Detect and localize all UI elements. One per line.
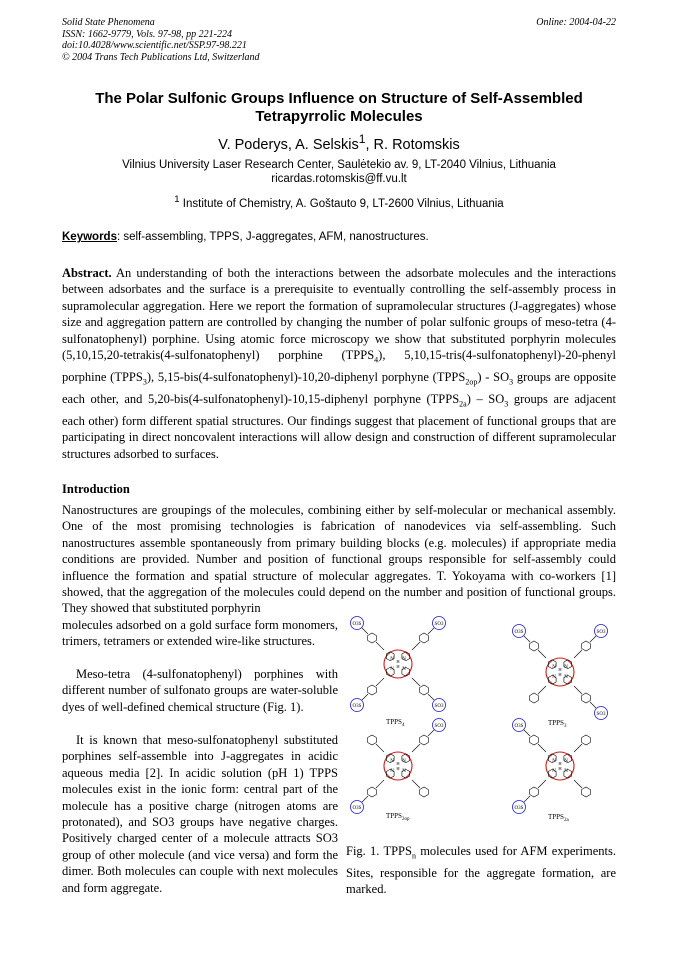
nitrogen-label: N xyxy=(402,769,406,774)
tpps2op-molecule xyxy=(351,719,446,814)
author-3: , R. Rotomskis xyxy=(365,136,460,153)
subscript: n xyxy=(411,851,416,861)
online-date: Online: 2004-04-22 xyxy=(536,17,616,28)
introduction-heading: Introduction xyxy=(62,482,130,496)
sulfonate-label: O3S xyxy=(514,724,524,729)
nitrogen-label: N xyxy=(564,675,568,680)
subscript: 3 xyxy=(504,399,509,409)
nitrogen-label: N xyxy=(552,675,556,680)
nitrogen-label: N xyxy=(402,667,406,672)
caption-text-1: Fig. 1. TPPS xyxy=(346,844,412,858)
sulfonate-label: SO3 xyxy=(434,622,444,627)
journal-name: Solid State Phenomena xyxy=(62,17,155,28)
abstract-text-6: ) – SO xyxy=(466,391,505,406)
figure-1-caption xyxy=(346,843,616,898)
abstract-text-5: groups are opposite each other, and 5,20-bis(4-sulfonatophenyl)-10,15-diphenyl porphyne (TPPS xyxy=(62,369,616,406)
abstract-text-2: ), 5,10,15-tris(4-sulfonatophenyl)-20-phenyl porphine (TPPS xyxy=(62,348,616,384)
nitrogen-label: N xyxy=(564,759,568,764)
nitrogen-label: N xyxy=(552,769,556,774)
sulfonate-label: O3S xyxy=(352,622,362,627)
keywords-label: Keywords xyxy=(62,231,117,243)
tpps4-molecule xyxy=(351,617,446,712)
subscript: 2op xyxy=(465,377,478,387)
abstract-label: Abstract. xyxy=(62,266,112,280)
abstract-text-4: ) - SO xyxy=(477,369,510,384)
author-2-affiliation-mark: 1 xyxy=(358,132,366,146)
abstract-text-3: ), 5,15-bis(4-sulfonatophenyl)-10,20-diphenyl porphyne (TPPS xyxy=(146,369,466,384)
nitrogen-label: N xyxy=(564,769,568,774)
keywords xyxy=(62,231,616,243)
hydrogen-label: H xyxy=(558,667,562,672)
tpps2a-molecule xyxy=(513,719,591,814)
paper-title: The Polar Sulfonic Groups Influence on Structure of Self-Assembled Tetrapyrrolic Molecules xyxy=(95,90,583,125)
nitrogen-label: N xyxy=(390,657,394,662)
subscript: 4 xyxy=(374,355,379,365)
hydrogen-label: H xyxy=(558,766,562,771)
abstract-text-7: groups are adjacent each other) form different spatial structures. Our findings suggest that placement of functional groups that are participating in direct noncovalent interactions will allow design and construction of different supramolecular structures adsorbed to surfaces. xyxy=(62,391,616,461)
introduction-paragraph-3: Meso-tetra (4-sulfonatophenyl) porphines with different number of sulfonato groups are water-soluble dyes of well-defined chemical structure (Fig. 1). xyxy=(62,667,338,714)
corresponding-email: ricardas.rotomskis@ff.vu.lt xyxy=(271,173,407,185)
hydrogen-label: H xyxy=(558,672,562,677)
author-2: A. Selskis xyxy=(295,136,359,153)
affiliation-1-address: Vilnius University Laser Research Center, Saulėtekio av. 9, LT-2040 Vilnius, Lithuania xyxy=(122,159,556,171)
abstract xyxy=(62,265,616,462)
doi-line: doi:10.4028/www.scientific.net/SSP.97-98.221 xyxy=(62,40,247,51)
copyright-line: © 2004 Trans Tech Publications Ltd, Switzerland xyxy=(62,51,260,63)
nitrogen-label: N xyxy=(390,769,394,774)
nitrogen-label: N xyxy=(564,665,568,670)
hydrogen-label: H xyxy=(396,664,400,669)
sulfonate-label: SO3 xyxy=(434,724,444,729)
caption-text-2: molecules used for AFM experiments. Sites, responsible for the aggregate formation, are marked. xyxy=(346,844,616,897)
sulfonate-label: O3S xyxy=(352,704,362,709)
nitrogen-label: N xyxy=(390,667,394,672)
figure-1-porphyrin-structures xyxy=(346,622,622,838)
affiliation-1 xyxy=(62,158,616,186)
hydrogen-label: H xyxy=(396,766,400,771)
tpps2a-label: $TPPS_{2a}$ xyxy=(548,813,569,823)
keywords-text: : self-assembling, TPPS, J-aggregates, AFM, nanostructures. xyxy=(116,231,429,243)
affiliation-2-mark: 1 xyxy=(174,194,180,205)
author-list xyxy=(62,132,616,153)
affiliation-2 xyxy=(62,193,616,211)
nitrogen-label: N xyxy=(552,759,556,764)
hydrogen-label: H xyxy=(396,761,400,766)
sulfonate-label: SO3 xyxy=(434,704,444,709)
sulfonate-label: O3S xyxy=(352,806,362,811)
abstract-text-1: An understanding of both the interactions between the adsorbate molecules and the interactions between adsorbates and the surface is a prerequisite to eventually controlling the self-assembly process in supramolecular aggregation. Here we report the formation of supramolecular structures (J-aggregates) whose size and aggregation pattern are controlled by changing the number of polar sulfonic groups of meso-tetra (4-sulfonatophenyl) porphine. Using atomic force microscopy we show that substituted porphyrin molecules (5,10,15,20-tetrakis(4-sulfonatophenyl) porphine (TPPS xyxy=(62,266,616,363)
author-1: V. Poderys, xyxy=(218,136,296,153)
tpps3-label: $TPPS_3$ xyxy=(548,719,567,729)
introduction-paragraph-4: It is known that meso-sulfonatophenyl substituted porphines self-assemble into J-aggregates in acidic aqueous media [2]. In acidic solution (pH 1) TPPS molecules exist in the ionic form: central part of the molecule has a positive charge (nitrogen atoms are protonated), and SO3 groups have negative charges. Positively charged center of a molecule attracts SO3 group of other molecule (and vice versa) and form the dimer. Both molecules can couple with next molecules and form aggregate. xyxy=(62,733,338,895)
issn-line: ISSN: 1662-9779, Vols. 97-98, pp 221-224 xyxy=(62,28,232,40)
sulfonate-label: O3S xyxy=(514,806,524,811)
hydrogen-label: H xyxy=(558,761,562,766)
sulfonate-label: O3S xyxy=(514,630,524,635)
hydrogen-label: H xyxy=(396,659,400,664)
nitrogen-label: N xyxy=(402,759,406,764)
nitrogen-label: N xyxy=(390,759,394,764)
subscript: 3 xyxy=(509,377,514,387)
subscript: 2a xyxy=(459,399,467,409)
nitrogen-label: N xyxy=(402,657,406,662)
tpps3-molecule xyxy=(513,625,608,720)
journal-header xyxy=(62,17,260,63)
introduction-paragraph-1: Nanostructures are groupings of the molecules, combining either by self-molecular or mechanical assembly. One of the most promising technologies is fabrication of nanodevices via self-assembling. Such nanostructures assemble spontaneously from primary building blocks (e.g. molecules) if appropriate media conditions are provided. Number and position of functional groups responsible for self-assembly could influence the formation and spatial structure of molecular aggregates. T. Yokoyama with co-workers [1] showed, that the aggregation of the molecules could depend on the number and position of functional groups. They showed that substituted porphyrin xyxy=(62,503,616,616)
sulfonate-label: SO3 xyxy=(596,712,606,717)
introduction-paragraph-2: molecules adsorbed on a gold surface form monomers, trimers, tetramers or extended wire-like structures. xyxy=(62,618,338,649)
nitrogen-label: N xyxy=(552,665,556,670)
affiliation-2-address: Institute of Chemistry, A. Goštauto 9, LT-2600 Vilnius, Lithuania xyxy=(179,197,504,210)
tpps2op-label: $TPPS_{2op}$ xyxy=(386,812,410,822)
subscript: 3 xyxy=(142,377,147,387)
sulfonate-label: SO3 xyxy=(596,630,606,635)
tpps4-label: $TPPS_4$ xyxy=(386,718,405,728)
